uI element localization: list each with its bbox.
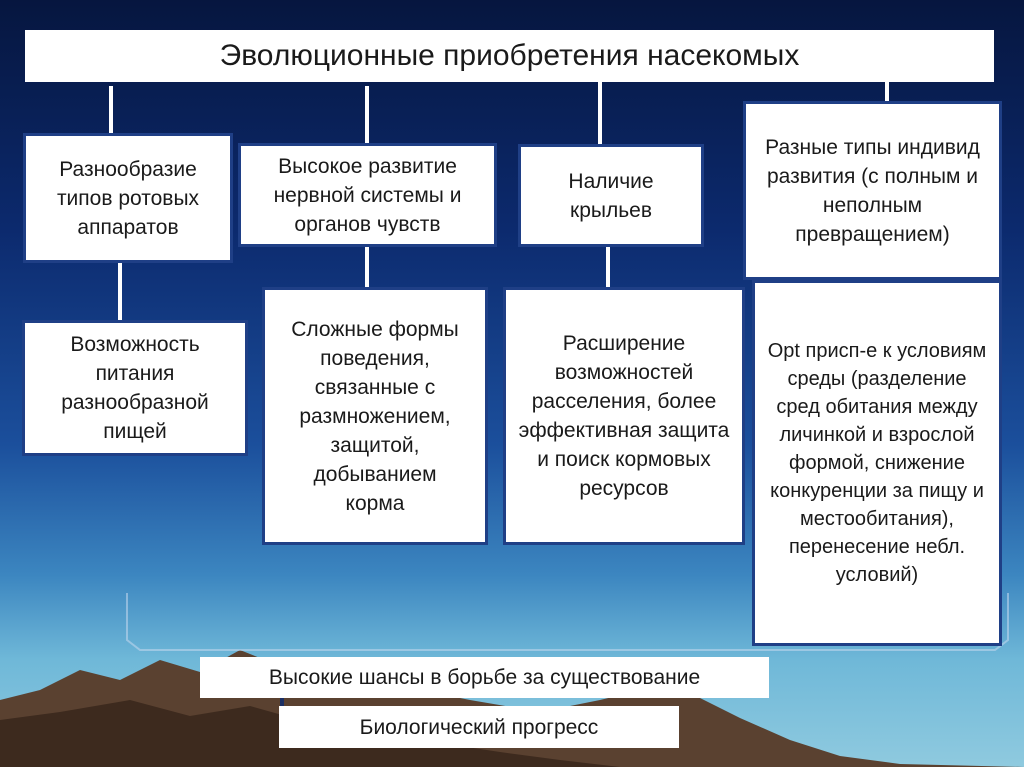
top-box-nervous-system-text: Высокое развитие нервной системы и органов чувств xyxy=(273,154,462,236)
top-box-mouthparts xyxy=(23,133,233,263)
bottom-box-adaptation-text: Opt присп-е к условиям среды (разделение сред обитания между личинкой и взрослой формой, снижение конкуренции за пищу и местообитания), перенесение небл. условий) xyxy=(767,340,987,586)
connector-line xyxy=(598,82,602,144)
bottom-box-feeding xyxy=(22,320,248,456)
top-box-wings-text: Наличие крыльев xyxy=(568,169,654,222)
top-box-development xyxy=(743,101,1002,280)
bottom-box-dispersal xyxy=(503,287,745,545)
bottom-box-feeding-text: Возможность питания разнообразной пищей xyxy=(61,333,209,443)
connector-line xyxy=(118,262,122,320)
connector-line xyxy=(109,86,113,134)
diagram-title: Эволюционные приобретения насекомых xyxy=(25,30,994,82)
connector-line xyxy=(885,82,889,102)
top-box-development-text: Разные типы индивид развития (с полным и неполным превращением) xyxy=(765,135,980,246)
bottom-box-adaptation xyxy=(752,280,1002,646)
connector-line xyxy=(365,86,369,143)
top-box-mouthparts-text: Разнообразие типов ротовых аппаратов xyxy=(56,157,200,239)
result-text: Биологический прогресс xyxy=(359,715,599,739)
top-box-wings xyxy=(518,144,704,247)
result-box xyxy=(279,706,679,748)
summary-box xyxy=(200,657,769,698)
connector-line xyxy=(606,246,610,288)
connector-line xyxy=(365,246,369,288)
bottom-box-behavior xyxy=(262,287,488,545)
summary-text: Высокие шансы в борьбе за существование xyxy=(268,666,701,689)
bottom-box-behavior-text: Сложные формы поведения, связанные с размножением, защитой, добыванием корма xyxy=(291,317,459,515)
bottom-box-dispersal-text: Расширение возможностей расселения, более эффективная защита и поиск кормовых ресурсов xyxy=(518,332,730,500)
top-box-nervous-system xyxy=(238,143,497,247)
